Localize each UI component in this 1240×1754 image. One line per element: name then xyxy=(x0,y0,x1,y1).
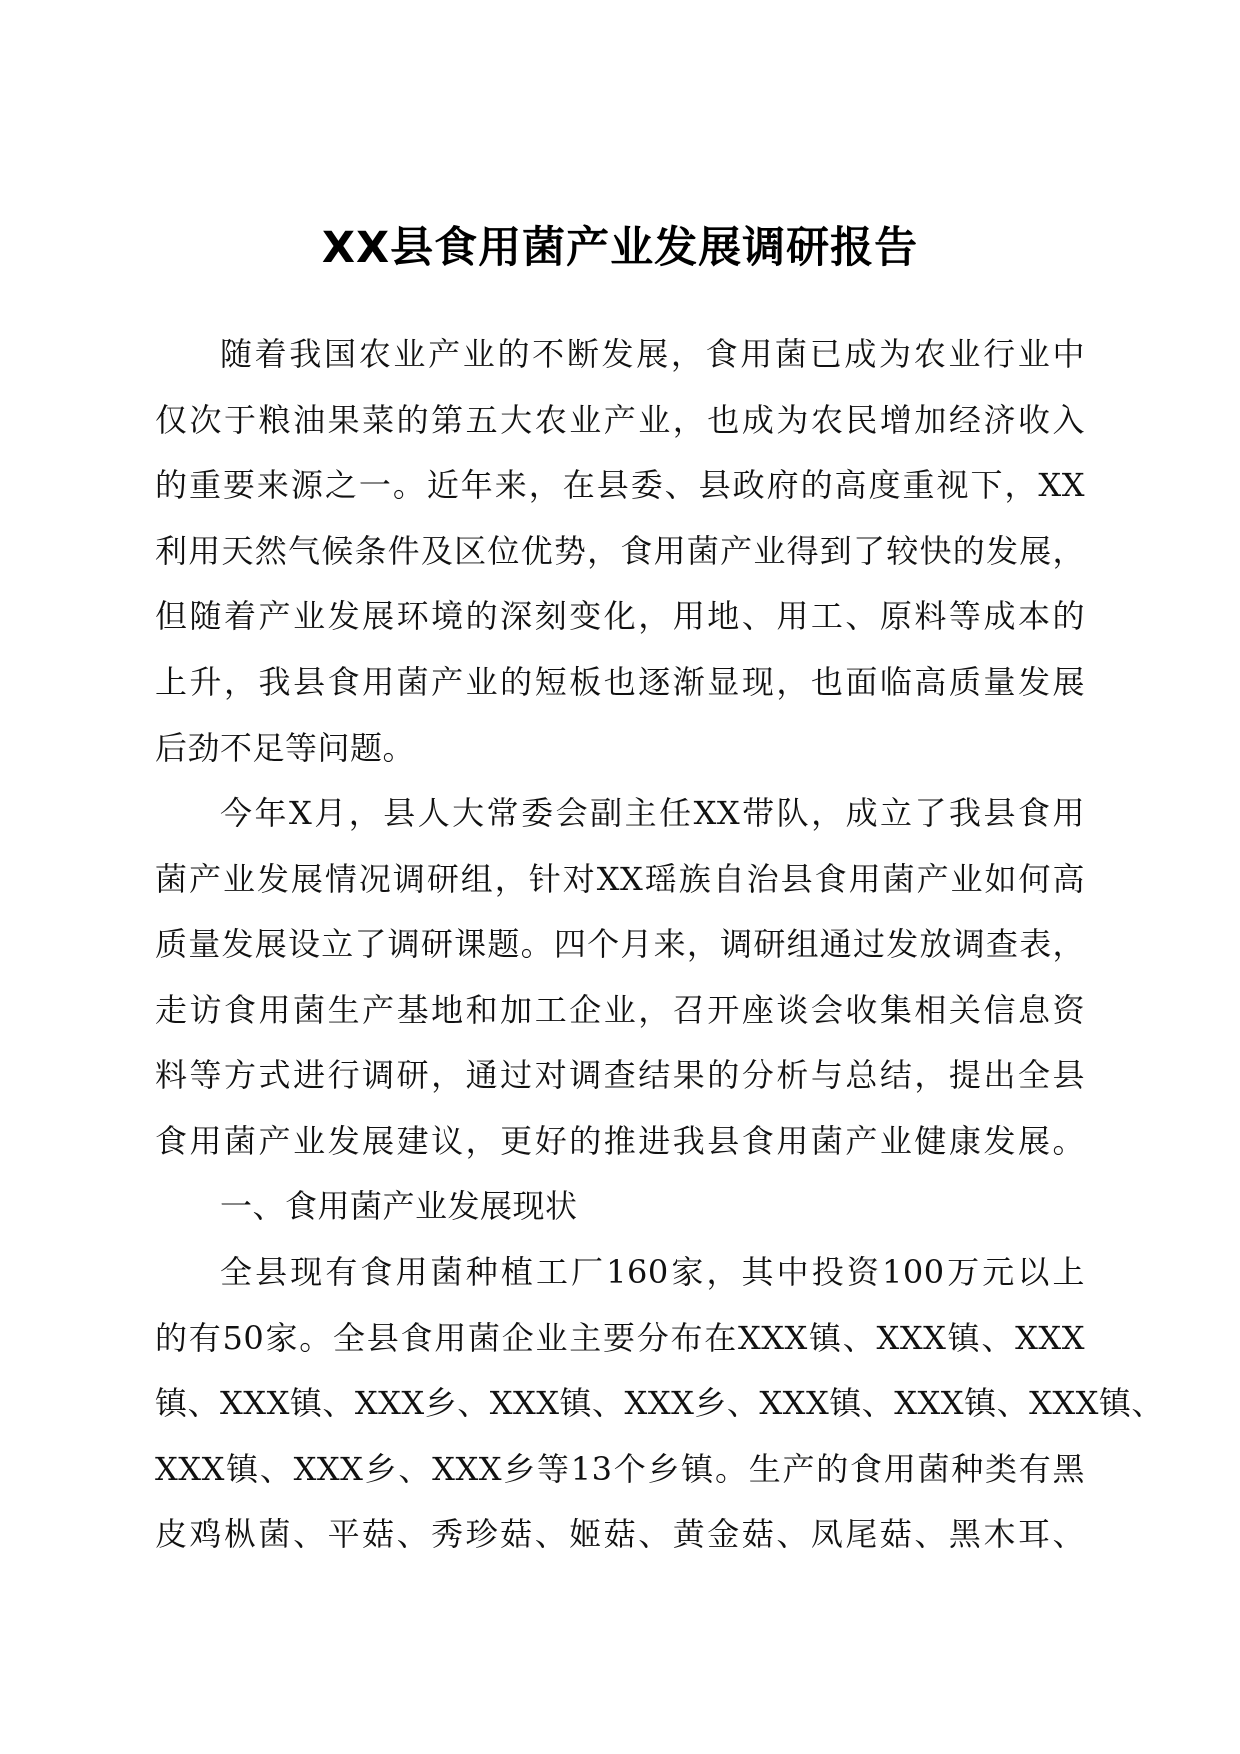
paragraph-line: 走访食用菌生产基地和加工企业，召开座谈会收集相关信息资 xyxy=(155,991,1085,1029)
paragraph-line: 今年X月，县人大常委会副主任XX带队，成立了我县食用 xyxy=(220,794,1085,832)
paragraph-line: 的重要来源之一。近年来，在县委、县政府的高度重视下，XX xyxy=(155,466,1085,504)
paragraph-line: 皮鸡枞菌、平菇、秀珍菇、姬菇、黄金菇、凤尾菇、黑木耳、 xyxy=(155,1515,1085,1553)
paragraph-line: 后劲不足等问题。 xyxy=(155,729,416,767)
paragraph-line: 利用天然气候条件及区位优势，食用菌产业得到了较快的发展， xyxy=(155,532,1085,570)
paragraph-line: 随着我国农业产业的不断发展，食用菌已成为农业行业中 xyxy=(220,335,1085,373)
paragraph-line: 镇、XXX镇、XXX乡、XXX镇、XXX乡、XXX镇、XXX镇、XXX镇、 xyxy=(155,1384,1164,1422)
paragraph-line: XXX镇、XXX乡、XXX乡等13个乡镇。生产的食用菌种类有黑 xyxy=(155,1450,1085,1488)
paragraph-line: 仅次于粮油果菜的第五大农业产业，也成为农民增加经济收入 xyxy=(155,401,1085,439)
paragraph-line: 质量发展设立了调研课题。四个月来，调研组通过发放调查表， xyxy=(155,925,1085,963)
section-heading: 一、食用菌产业发展现状 xyxy=(220,1187,578,1225)
paragraph-line: 全县现有食用菌种植工厂160家，其中投资100万元以上 xyxy=(220,1253,1085,1291)
paragraph-line: 的有50家。全县食用菌企业主要分布在XXX镇、XXX镇、XXX xyxy=(155,1319,1085,1357)
paragraph-line: 料等方式进行调研，通过对调查结果的分析与总结，提出全县 xyxy=(155,1056,1085,1094)
paragraph-line: 菌产业发展情况调研组，针对XX瑶族自治县食用菌产业如何高 xyxy=(155,860,1085,898)
paragraph-line: 食用菌产业发展建议，更好的推进我县食用菌产业健康发展。 xyxy=(155,1122,1085,1160)
paragraph-line: 上升，我县食用菌产业的短板也逐渐显现，也面临高质量发展 xyxy=(155,663,1085,701)
paragraph-line: 但随着产业发展环境的深刻变化，用地、用工、原料等成本的 xyxy=(155,597,1085,635)
document-title: XX县食用菌产业发展调研报告 xyxy=(321,223,919,273)
